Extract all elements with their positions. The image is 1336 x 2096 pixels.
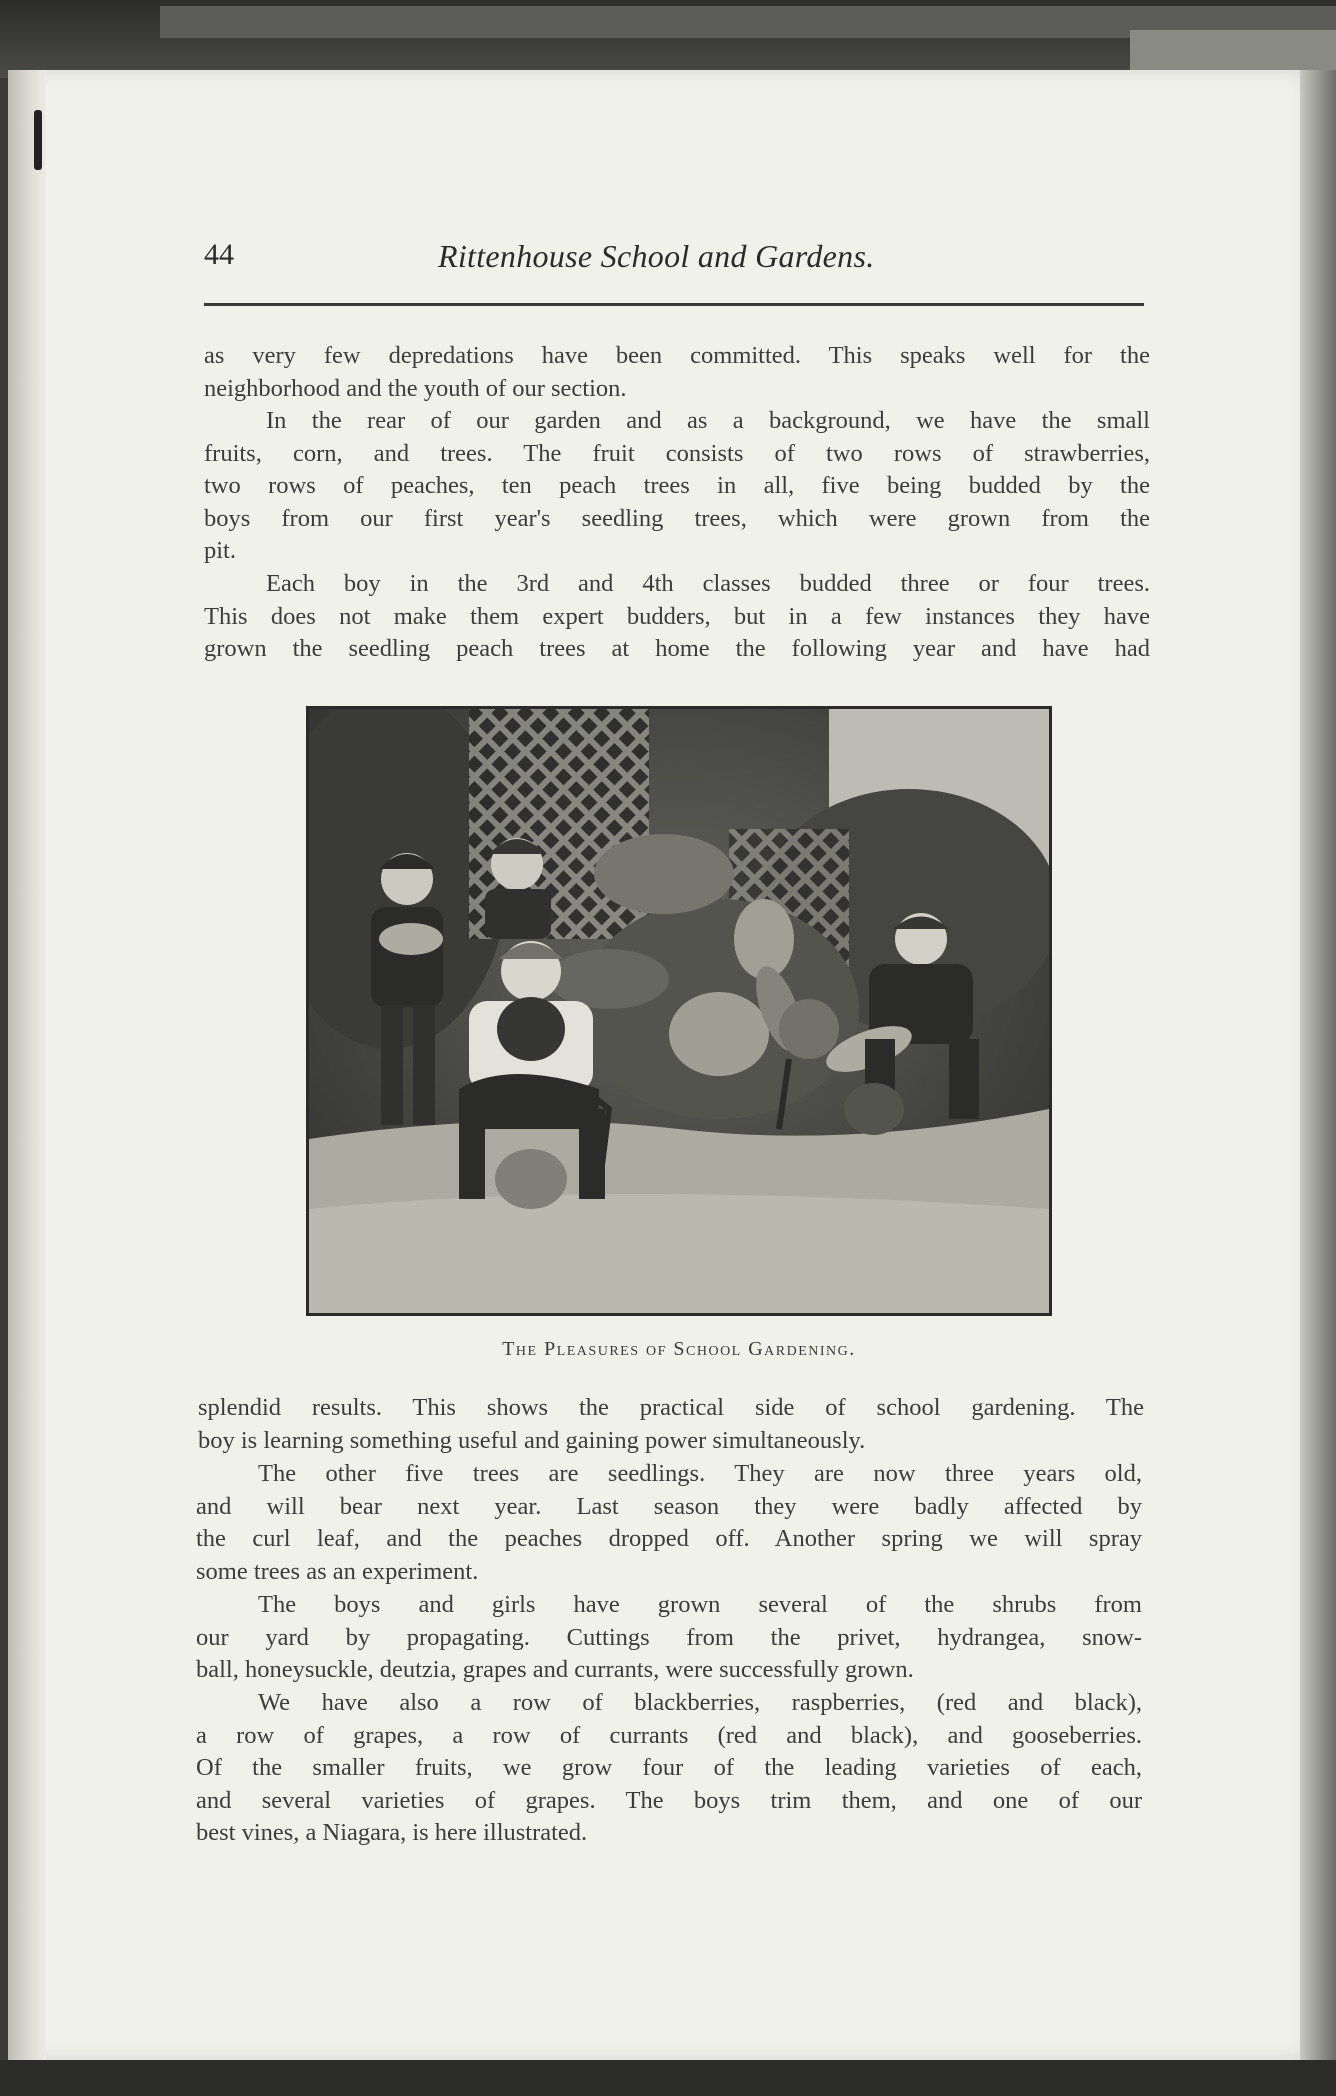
text-line: as very few depredations have been committed. This speaks well for the: [204, 342, 1150, 369]
page-number: 44: [204, 238, 234, 271]
text-line: neighborhood and the youth of our section.: [204, 374, 627, 402]
text-line: and will bear next year. Last season they were badly affected by: [196, 1492, 1142, 1520]
paragraph: [204, 405, 1150, 568]
text-line: In the rear of our garden and as a background, we have the small: [266, 407, 1150, 434]
photo-illustration: [309, 709, 1049, 1313]
text-line: fruits, corn, and trees. The fruit consists of two rows of strawberries,: [204, 439, 1150, 467]
paragraph: [196, 1589, 1142, 1687]
text-line: and several varieties of grapes. The boys trim them, and one of our: [196, 1786, 1142, 1814]
header-rule: [204, 303, 1144, 306]
text-line: This does not make them expert budders, but in a few instances they have: [204, 602, 1150, 630]
photograph-school-gardening: [306, 706, 1052, 1316]
text-line: two rows of peaches, ten peach trees in all, five being budded by the: [204, 472, 1150, 500]
binding-mark: [34, 110, 42, 170]
text-line: pit.: [204, 537, 236, 565]
scanner-top-edge: [0, 0, 1336, 78]
text-line: Of the smaller fruits, we grow four of the leading varieties of each,: [196, 1754, 1142, 1782]
text-line: best vines, a Niagara, is here illustrated.: [196, 1819, 588, 1847]
figure-caption: The Pleasures of School Gardening.: [502, 1338, 856, 1360]
running-header: [204, 232, 1144, 278]
paragraph: [198, 1392, 1144, 1457]
paragraph: [204, 340, 1150, 405]
text-line: Each boy in the 3rd and 4th classes budded three or four trees.: [266, 570, 1150, 597]
text-line: boy is learning something useful and gaining power simultaneously.: [198, 1426, 866, 1454]
paragraph: [204, 568, 1150, 666]
scanner-bottom-edge: [0, 2060, 1336, 2096]
text-line: boys from our first year's seedling trees, which were grown from the: [204, 504, 1150, 532]
text-line: The other five trees are seedlings. They are now three years old,: [258, 1460, 1142, 1487]
text-line: ball, honeysuckle, deutzia, grapes and currants, were successfully grown.: [196, 1656, 914, 1684]
text-line: splendid results. This shows the practical side of school gardening. The: [198, 1394, 1144, 1421]
page-right-edge: [1300, 70, 1336, 2060]
text-line: some trees as an experiment.: [196, 1557, 479, 1585]
text-line: grown the seedling peach trees at home the following year and have had: [204, 635, 1150, 663]
text-line: the curl leaf, and the peaches dropped off. Another spring we will spray: [196, 1525, 1142, 1553]
paragraph: [196, 1687, 1142, 1850]
paragraph: [196, 1458, 1142, 1588]
running-title: Rittenhouse School and Gardens.: [438, 238, 875, 274]
text-line: The boys and girls have grown several of the shrubs from: [258, 1591, 1142, 1618]
text-line: We have also a row of blackberries, raspberries, (red and black),: [258, 1689, 1142, 1716]
text-line: our yard by propagating. Cuttings from the privet, hydrangea, snow-: [196, 1623, 1142, 1651]
text-line: a row of grapes, a row of currants (red and black), and gooseberries.: [196, 1721, 1142, 1749]
page-binding-edge: [8, 70, 46, 2060]
